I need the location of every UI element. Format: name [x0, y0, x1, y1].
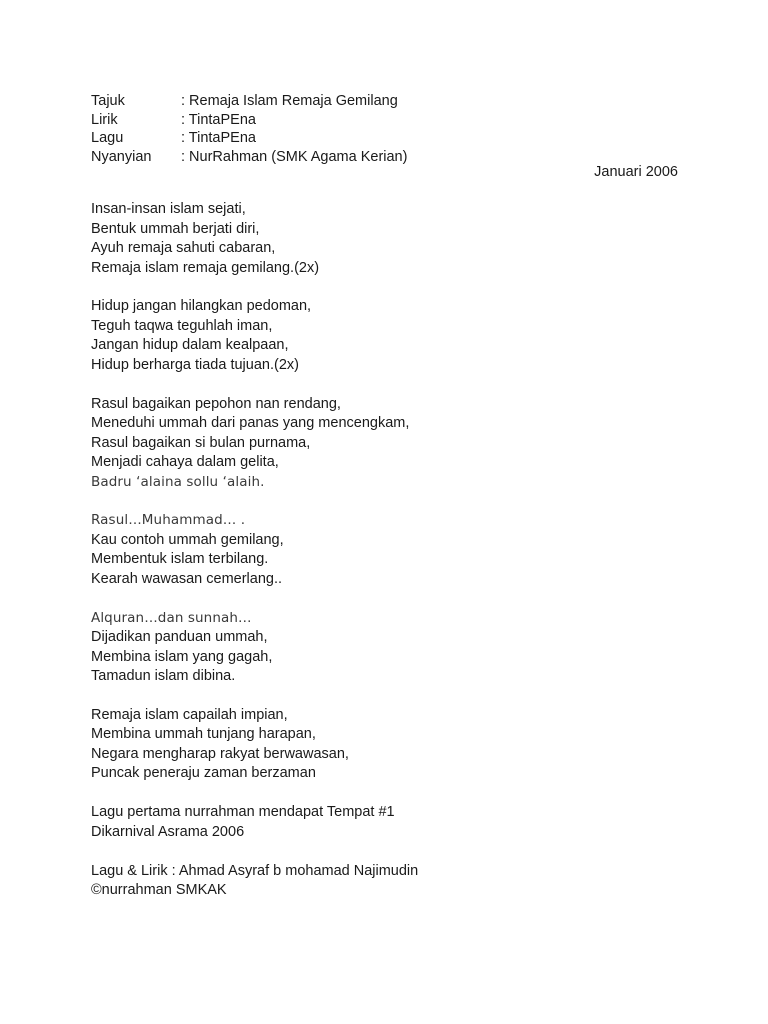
- singer-row: [91, 148, 591, 167]
- lyrics-body: [91, 200, 691, 920]
- lyric-line: Membina islam yang gagah,: [91, 648, 273, 665]
- lyric-line: Kearah wawasan cemerlang..: [91, 570, 283, 587]
- lyric-line: Teguh taqwa teguhlah iman,: [91, 317, 273, 334]
- lyric-line: Hidup jangan hilangkan pedoman,: [91, 298, 312, 315]
- title-value: : Remaja Islam Remaja Gemilang: [181, 93, 398, 109]
- lyric-line: Rasul bagaikan si bulan purnama,: [91, 434, 311, 451]
- stanza: [91, 395, 691, 493]
- document-date: Januari 2006: [594, 164, 678, 180]
- stanza: [91, 297, 691, 375]
- lyric-line: Negara mengharap rakyat berwawasan,: [91, 745, 349, 762]
- lyric-line: Insan-insan islam sejati,: [91, 201, 246, 217]
- song-label: Lagu: [91, 130, 124, 146]
- singer-label: Nyanyian: [91, 148, 152, 165]
- lyric-line: Remaja islam remaja gemilang.(2x): [91, 259, 320, 276]
- lyric-line: Kau contoh ummah gemilang,: [91, 531, 284, 548]
- song-info-header: [91, 92, 591, 166]
- stanza: [91, 609, 691, 687]
- lyrics-value: : TintaPEna: [181, 111, 256, 128]
- song-row: [91, 129, 591, 148]
- lyric-line: Bentuk ummah berjati diri,: [91, 220, 260, 237]
- lyric-line: Lagu pertama nurrahman mendapat Tempat #1: [91, 804, 395, 821]
- song-value: : TintaPEna: [181, 130, 256, 146]
- lyric-line: Dijadikan panduan ummah,: [91, 629, 268, 646]
- stanza: [91, 862, 691, 901]
- title-row: [91, 92, 591, 111]
- stanza: [91, 511, 691, 589]
- lyric-line: Menjadi cahaya dalam gelita,: [91, 454, 279, 471]
- lyric-line: Ayuh remaja sahuti cabaran,: [91, 240, 276, 256]
- lyric-line: Jangan hidup dalam kealpaan,: [91, 337, 289, 354]
- lyric-line: Membina ummah tunjang harapan,: [91, 726, 316, 743]
- singer-value: : NurRahman (SMK Agama Kerian): [181, 148, 408, 165]
- lyric-line: Alquran…dan sunnah…: [91, 609, 252, 626]
- lyric-line: Badru ‘alaina sollu ‘alaih.: [91, 473, 265, 490]
- lyric-line: Meneduhi ummah dari panas yang mencengkam,: [91, 415, 410, 432]
- lyric-line: ©nurrahman SMKAK: [91, 882, 227, 899]
- title-label: Tajuk: [91, 93, 125, 109]
- lyric-line: Tamadun islam dibina.: [91, 668, 236, 685]
- lyric-line: Dikarnival Asrama 2006: [91, 823, 245, 840]
- lyric-line: Rasul…Muhammad… .: [91, 512, 246, 529]
- stanza: [91, 200, 691, 278]
- lyrics-label: Lirik: [91, 111, 118, 128]
- lyric-line: Membentuk islam terbilang.: [91, 551, 269, 568]
- stanza: [91, 803, 691, 842]
- lyric-line: Rasul bagaikan pepohon nan rendang,: [91, 395, 341, 412]
- lyrics-row: [91, 111, 591, 130]
- lyric-line: Lagu & Lirik : Ahmad Asyraf b mohamad Najimudin: [91, 862, 419, 879]
- lyric-line: Hidup berharga tiada tujuan.(2x): [91, 356, 299, 373]
- lyric-line: Puncak peneraju zaman berzaman: [91, 765, 316, 782]
- lyric-line: Remaja islam capailah impian,: [91, 706, 288, 723]
- stanza: [91, 706, 691, 784]
